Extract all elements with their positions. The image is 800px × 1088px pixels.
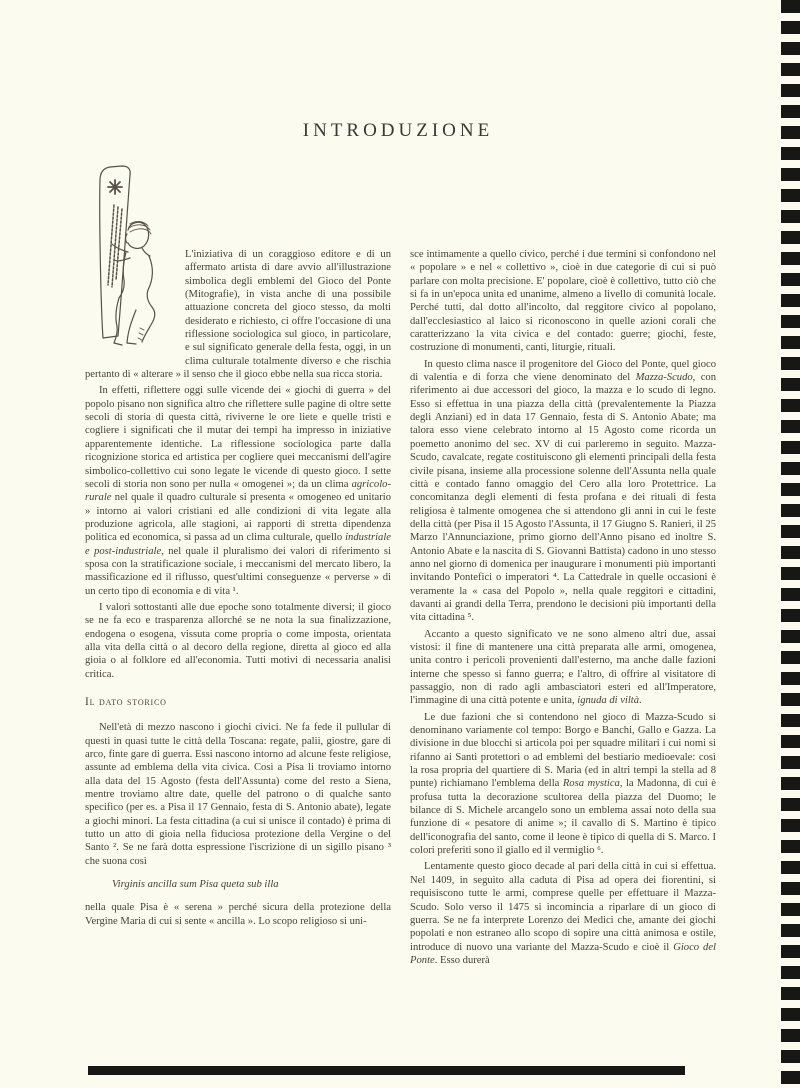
page-title: INTRODUZIONE	[302, 120, 494, 141]
paragraph: Accanto a questo significato ve ne sono almeno altri due, assai vistosi: il fine di mantenere una città preparata alle armi, omogenea, unita contro i pericoli provenienti dall'esterno, ma anche dalle fazioni interne che spesso si fanno guerra; e l'altro, di offrire al visitatore di passaggio, non di rado agli ambasciatori esteri ed all'Imperatore, l'immagine di una città potente e unita, ignuda di viltà.	[410, 628, 716, 707]
paragraph: sce intimamente a quello civico, perché i due termini si confondono nel « popolare » e nel « collettivo », cioè in due categorie di cui si può parlare con molta precisione. E' popolare, cioè è collettivo, tutto ciò che si fa in un'epoca unita ed unanime, almeno a livello di comunità locale. Perché tutti, dal dotto all'incolto, dal reggitore civico al popolano, dall'ecclesiastico al laico si riconoscono in quelle azioni corali che caratterizzano la vita civica e del contado: guerre; giochi, feste, costruzione di monumenti, canti, liturgie, rituali.	[410, 249, 716, 354]
paragraph: Lentamente questo gioco decade al pari della città in cui si effettua. Nel 1409, in seguito alla caduta di Pisa ad opera dei fiorentini, si requisiscono tutte le armi, comprese quelle per effettuare il Mazza-Scudo. Solo verso il 1475 si incomincia a riparlare di un gioco di guerra. Se ne fa interprete Lorenzo dei Medici che, amante dei giochi popolati e non estraneo allo scopo di sopire una città animosa e ostile, introduce di nuovo una variante del Mazza-Scudo e cioè il Gioco del Ponte. Esso durerà	[410, 861, 716, 966]
paragraph: I valori sottostanti alle due epoche sono totalmente diversi; il gioco se ne fa eco e trasparenza allorché se ne nota la sua finalizzazione, endogena o esogena, vissuta come propria o come imposta, orientata alla vita della città o al decoro della regione, diretta al gioco ed alla gioia o al folklore ed all'economia. Tutti motivi di necessaria analisi critica.	[85, 601, 391, 680]
scan-edge-bar-bottom	[88, 1066, 685, 1075]
section-heading: Il dato storico	[85, 696, 167, 708]
right-text-column	[410, 248, 716, 970]
epigraph-latin-inscription: Virginis ancilla sum Pisa queta sub illa	[112, 879, 279, 891]
paragraph: In effetti, riflettere oggi sulle vicende dei « giochi di guerra » del popolo pisano non significa altro che riflettere sulle pagine di oltre sette secoli di storia di questa città, riviverne le ore liete e quelle tristi e cogliere i significati che il mutar dei tempi ha impresso in iniziative apparentemente identiche. La riflessione sociologica parte dalla ricognizione storica ed artistica per cogliere quei meccanismi dell'agire simbolico-collettivo cui sono legate le vicende di questo gioco. I sette secoli di storia non sono per nulla « omogenei »; da un clima agricolo-rurale nel quale il quadro culturale si presenta « omogeneo ed unitario » intorno ai valori cristiani ed alle condizioni di vita legate alla produzione agricola, alle stagioni, ai rapporti di stretta dipendenza politica ed economica, si passa ad un clima culturale, quello industriale e post-industriale, nel quale il pluralismo dei valori di riferimento si sposa con la stratificazione sociale, i meccanismi del mercato libero, la massificazione ed il riflusso, quest'ultimi conseguenze « perverse » di un certo tipo di economia e di vita ¹.	[85, 385, 391, 597]
paragraph: L'iniziativa di un coraggioso editore e di un affermato artista di dare avvio all'illustrazione simbolica degli emblemi del Gioco del Ponte (Mitografie), in vista anche di una possibile attuazione concreta del gioco stesso, da molti desiderato e richiesto, ci offre l'occasione di una riflessione sociologica sul gioco, in particolare, e sul significato generale della festa, oggi, in un clima culturale totalmente diverso e che rischia pertanto di « alterare » il senso che il gioco ebbe nella sua ricca storia.	[85, 249, 391, 381]
paragraph: nella quale Pisa è « serena » perché sicura della protezione della Vergine Maria di cui si sente « ancilla ». Lo scopo religioso si uni-	[85, 902, 391, 927]
eight-pointed-star-icon	[108, 180, 122, 194]
paragraph: Nell'età di mezzo nascono i giochi civici. Ne fa fede il pullular di questi in quasi tutte le città della Toscana: regate, palii, giostre, gare di arco, finte gare di guerra. Essi nascono intorno ad alcune feste religiose, assunte ad emblema della vita civica. Così a Pisa li troviamo intorno alla data del 15 Agosto (festa dell'Assunta) come del resto a Siena, mentre troviamo altre date, quelle del patrono o di qualche santo specifico (per es. a Pisa il 17 Gennaio, festa di S. Antonio abate), legate a giochi minori. La festa cittadina (a cui si unisce il contado) è prima di tutto un atto di gioia nella fiduciosa protezione della Vergine o del Santo ². Se ne farà dotta espressione l'iscrizione di un sigillo pisano ³ che suona così	[85, 722, 391, 867]
illustration-wrap-spacer	[85, 248, 185, 360]
scan-edge-marks-right	[781, 0, 800, 1088]
paragraph: In questo clima nasce il progenitore del Gioco del Ponte, quel gioco di valentia e di forza che viene denominato del Mazza-Scudo, con riferimento ai due accessori del gioco, la mazza e lo scudo di legno. Esso si effettua in una piazza della città (prevalentemente la Piazza degli Anziani) ed in data 17 Gennaio, festa di S. Antonio Abate; ma talora esso viene celebrato intorno al 15 Agosto come ricorda un poemetto anonimo del sec. XV di cui parleremo in seguito. Mazza-Scudo, cavalcate, regate costituiscono gli elementi principali della festa civile pisana, insieme alla processione solenne dell'Assunta nella quale città e contado fanno omaggio del Cero alla loro Protettrice. La concomitanza degli elementi di festa profana e dei rituali di festa religiosa è talmente omogenea che si attendono gli anni in cui le feste della città (per Pisa il 15 Agosto l'Assunta, il 17 Giugno S. Ranieri, il 25 Marzo l'Annunciazione, primo giorno dell'Anno pisano ed inoltre S. Antonio Abate e la nascita di S. Giovanni Battista) cadono in uno stesso anno nel giorno di domenica per inaugurare i monumenti più importanti invitando Pontefici o imperatori ⁴. La Cattedrale in quelle occasioni è veramente la « casa del Popolo », nella quale reggitori e cittadini, davanti ai grandi della Terra, prendono le decisioni più importanti della vita cittadina ⁵.	[410, 358, 717, 624]
paragraph: Le due fazioni che si contendono nel gioco di Mazza-Scudo si denominano variamente col tempo: Borgo e Banchi, Gallo e Gazza. La divisione in due blocchi si articola poi per squadre militari i cui nomi si rifanno ai Santi protettori o ad emblemi del bestiario medioevale: così la rosa propria del quartiere di S. Maria (ed in altri tempi la stella ad 8 punte) richiamano l'emblema della Rosa mystica, la Madonna, di cui è profusa tutta la decorazione scultorea della piazza del Duomo; le bilance di S. Michele arcangelo sono un emblema assai noto della sua funzione di « pesatore di anime »; il cavallo di S. Martino è tipico dell'iconografia del santo, come il leone è tipico di quella di S. Marco. I colori preferiti sono il giallo ed il vermiglio ⁶.	[410, 711, 716, 857]
left-text-column	[85, 248, 391, 931]
